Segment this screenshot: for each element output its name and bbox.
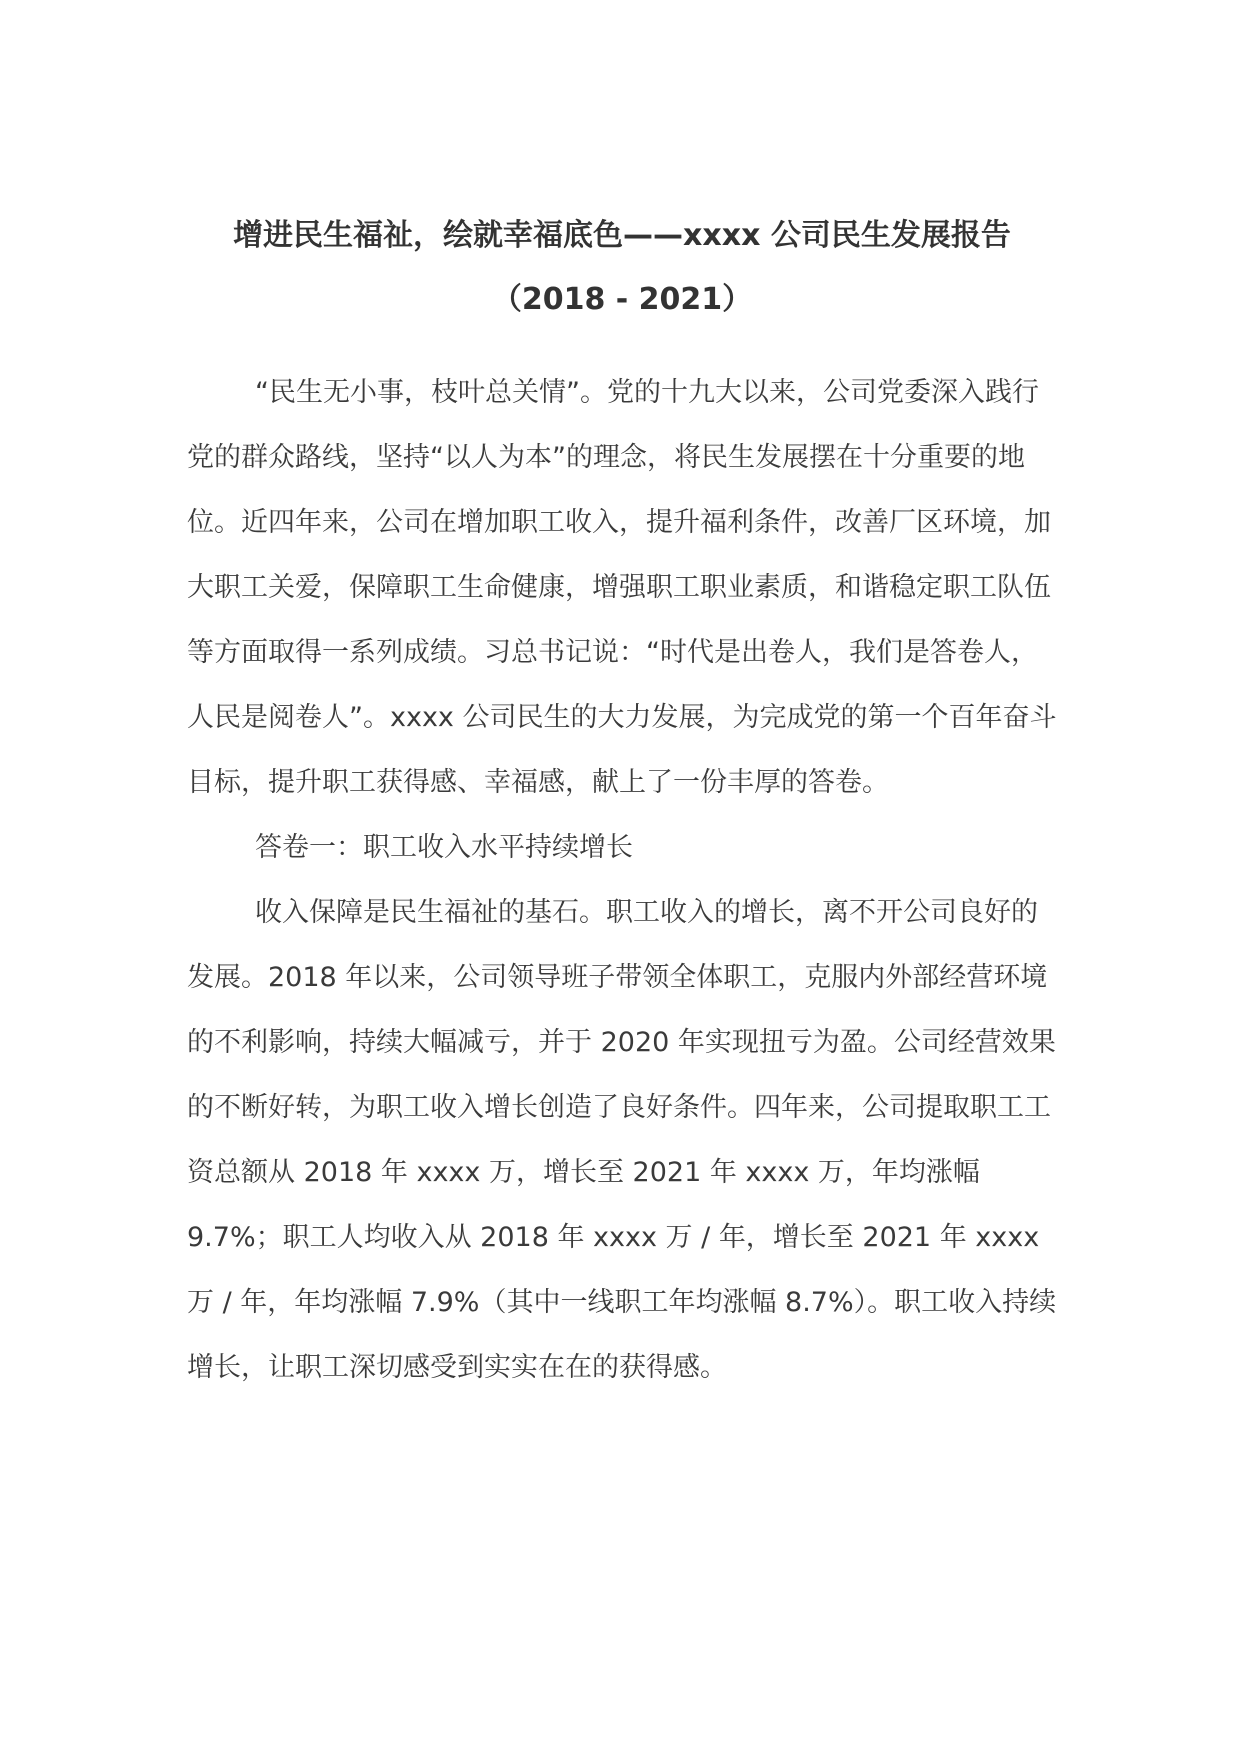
document-title xyxy=(187,204,1057,332)
document-body xyxy=(187,360,1057,1400)
section-heading-income: 答卷一：职工收入水平持续增长 xyxy=(255,832,633,863)
title-line-main: 增进民生福祉，绘就幸福底色——xxxx 公司民生发展报告 xyxy=(233,218,1011,253)
title-line-years: （2018 - 2021） xyxy=(491,282,753,317)
section-paragraph-income: 收入保障是民生福祉的基石。职工收入的增长，离不开公司良好的发展。2018 年以来，公司领导班子带领全体职工，克服内外部经营环境的不利影响，持续大幅减亏，并于 2020 年实现扭亏为盈。公司经营效果的不断好转，为职工收入增长创造了良好条件。四年来，公司提取职工工资总额从 2018 年 xxxx 万，增长至 2021 年 xxxx 万，年均涨幅 9.7%；职工人均收入从 2018 年 xxxx 万 / 年，增长至 2021 年 xxxx 万 / 年，年均涨幅 7.9%（其中一线职工年均涨幅 8.7%）。职工收入持续增长，让职工深切感受到实实在在的获得感。 xyxy=(187,897,1057,1383)
intro-paragraph: “民生无小事，枝叶总关情”。党的十九大以来，公司党委深入践行党的群众路线，坚持“以人为本”的理念，将民生发展摆在十分重要的地位。近四年来，公司在增加职工收入，提升福利条件，改善厂区环境，加大职工关爱，保障职工生命健康，增强职工职业素质，和谐稳定职工队伍等方面取得一系列成绩。习总书记说：“时代是出卷人，我们是答卷人，人民是阅卷人”。xxxx 公司民生的大力发展，为完成党的第一个百年奋斗目标，提升职工获得感、幸福感，献上了一份丰厚的答卷。 xyxy=(187,377,1057,798)
